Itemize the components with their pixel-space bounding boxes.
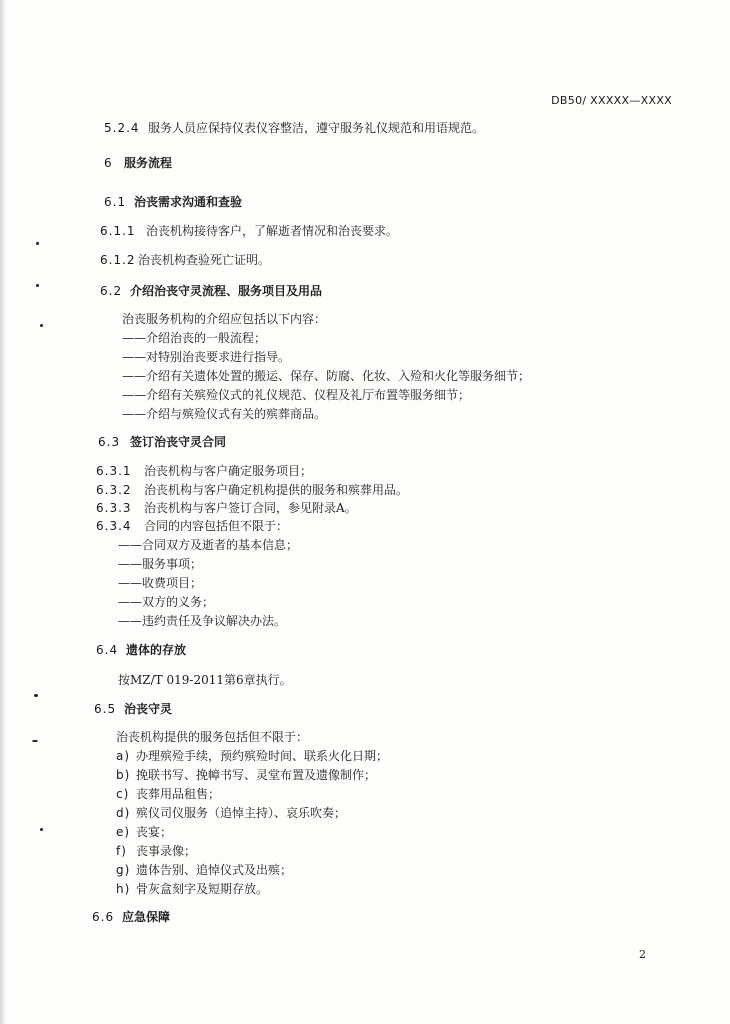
scan-speck	[40, 324, 43, 327]
section-6-6-heading	[92, 909, 170, 925]
list-item	[116, 767, 376, 783]
clause-number: 6.3.1	[96, 464, 132, 478]
clause-number: 6.3.4	[96, 519, 132, 533]
paragraph-6-5-intro: 治丧机构提供的服务包括但不限于：	[116, 730, 309, 744]
list-text: 办理殡殓手续，预约殡殓时间、联系火化日期；	[136, 749, 389, 763]
list-marker: h)	[116, 882, 131, 896]
list-text: 丧事录像；	[136, 844, 197, 858]
list-text: 丧宴；	[136, 825, 173, 839]
clause-6-3-1	[96, 463, 312, 479]
clause-text: 合同的内容包括但不限于：	[144, 519, 289, 533]
list-item: ——收费项目；	[118, 576, 203, 590]
list-marker: a)	[116, 749, 131, 763]
clause-text: 治丧机构与客户确定机构提供的服务和殡葬用品。	[144, 483, 409, 497]
section-number: 6.1	[104, 195, 127, 209]
list-text: 遗体告别、追悼仪式及出殡；	[136, 863, 293, 877]
clause-6-3-4	[96, 518, 288, 534]
section-6-heading	[104, 155, 172, 171]
section-6-5-heading	[94, 701, 172, 717]
clause-6-1-2	[100, 252, 270, 268]
section-6-3-heading	[98, 434, 226, 450]
scan-speck	[34, 694, 38, 697]
clause-number: 6.3.2	[96, 483, 132, 497]
list-item: ——介绍治丧的一般流程；	[122, 331, 267, 345]
scan-speck	[40, 828, 43, 831]
document-code: DB50/ XXXXX—XXXX	[551, 94, 672, 107]
list-item	[116, 786, 220, 802]
list-item	[116, 862, 292, 878]
section-title: 治丧守灵	[124, 702, 173, 716]
section-6-1-heading	[104, 194, 242, 210]
clause-number: 6.1.2	[100, 253, 136, 267]
list-marker: b)	[116, 768, 131, 782]
list-item	[116, 881, 268, 897]
scan-edge-shadow	[0, 0, 6, 1024]
scan-speck	[32, 740, 38, 742]
section-title: 签订治丧守灵合同	[130, 435, 227, 449]
clause-number: 6.1.1	[100, 224, 136, 238]
clause-text: 治丧机构接待客户，了解逝者情况和治丧要求。	[146, 224, 399, 238]
list-item: ——双方的义务；	[118, 595, 215, 609]
list-text: 殡仪司仪服务（追悼主持）、哀乐吹奏；	[136, 806, 347, 820]
clause-6-1-1	[100, 223, 398, 239]
clause-text: 治丧机构与客户签订合同，参见附录A。	[144, 501, 357, 515]
clause-text: 治丧机构与客户确定服务项目；	[144, 464, 313, 478]
list-item	[116, 805, 346, 821]
clause-6-3-3	[96, 500, 357, 516]
section-title: 服务流程	[124, 156, 173, 170]
list-item: ——介绍与殡殓仪式有关的殡葬商品。	[122, 407, 327, 421]
list-item	[116, 843, 196, 859]
section-number: 6.5	[94, 702, 117, 716]
clause-number: 6.3.3	[96, 501, 132, 515]
clause-text: 服务人员应保持仪表仪容整洁，遵守服务礼仪规范和用语规范。	[148, 121, 485, 135]
section-6-2-heading	[100, 283, 322, 299]
clause-text: 治丧机构查验死亡证明。	[138, 253, 271, 267]
clause-5-2-4	[104, 120, 484, 136]
section-title: 介绍治丧守灵流程、服务项目及用品	[130, 284, 323, 298]
list-item: ——介绍有关殡殓仪式的礼仪规范、仪程及礼厅布置等服务细节；	[122, 388, 471, 402]
paragraph-6-4: 按MZ/T 019-2011第6章执行。	[118, 673, 292, 687]
list-marker: e)	[116, 825, 131, 839]
list-marker: f)	[116, 844, 127, 858]
list-text: 挽联书写、挽幛书写、灵堂布置及遗像制作；	[136, 768, 377, 782]
list-marker: c)	[116, 787, 130, 801]
list-item: ——对特别治丧要求进行指导。	[122, 350, 291, 364]
section-number: 6.6	[92, 910, 115, 924]
clause-number: 5.2.4	[104, 121, 140, 135]
list-item: ——合同双方及逝者的基本信息；	[118, 538, 299, 552]
list-item	[116, 748, 388, 764]
clause-6-3-2	[96, 482, 408, 498]
list-marker: g)	[116, 863, 131, 877]
section-title: 遗体的存放	[126, 643, 187, 657]
list-text: 丧葬用品租售；	[136, 787, 221, 801]
scan-speck	[36, 242, 39, 245]
list-item: ——介绍有关遗体处置的搬运、保存、防腐、化妆、入殓和火化等服务细节；	[122, 369, 531, 383]
section-number: 6	[104, 156, 113, 170]
list-marker: d)	[116, 806, 131, 820]
section-number: 6.3	[98, 435, 121, 449]
list-item: ——违约责任及争议解决办法。	[118, 614, 287, 628]
section-title: 治丧需求沟通和查验	[134, 195, 243, 209]
section-number: 6.4	[96, 643, 119, 657]
list-item: ——服务事项；	[118, 557, 203, 571]
list-text: 骨灰盒刻字及短期存放。	[136, 882, 269, 896]
section-6-4-heading	[96, 642, 186, 658]
scan-speck	[36, 284, 39, 287]
section-number: 6.2	[100, 284, 123, 298]
list-item	[116, 824, 172, 840]
section-title: 应急保障	[122, 910, 171, 924]
page-number: 2	[639, 948, 646, 961]
paragraph-6-2-intro: 治丧服务机构的介绍应包括以下内容：	[122, 312, 327, 326]
